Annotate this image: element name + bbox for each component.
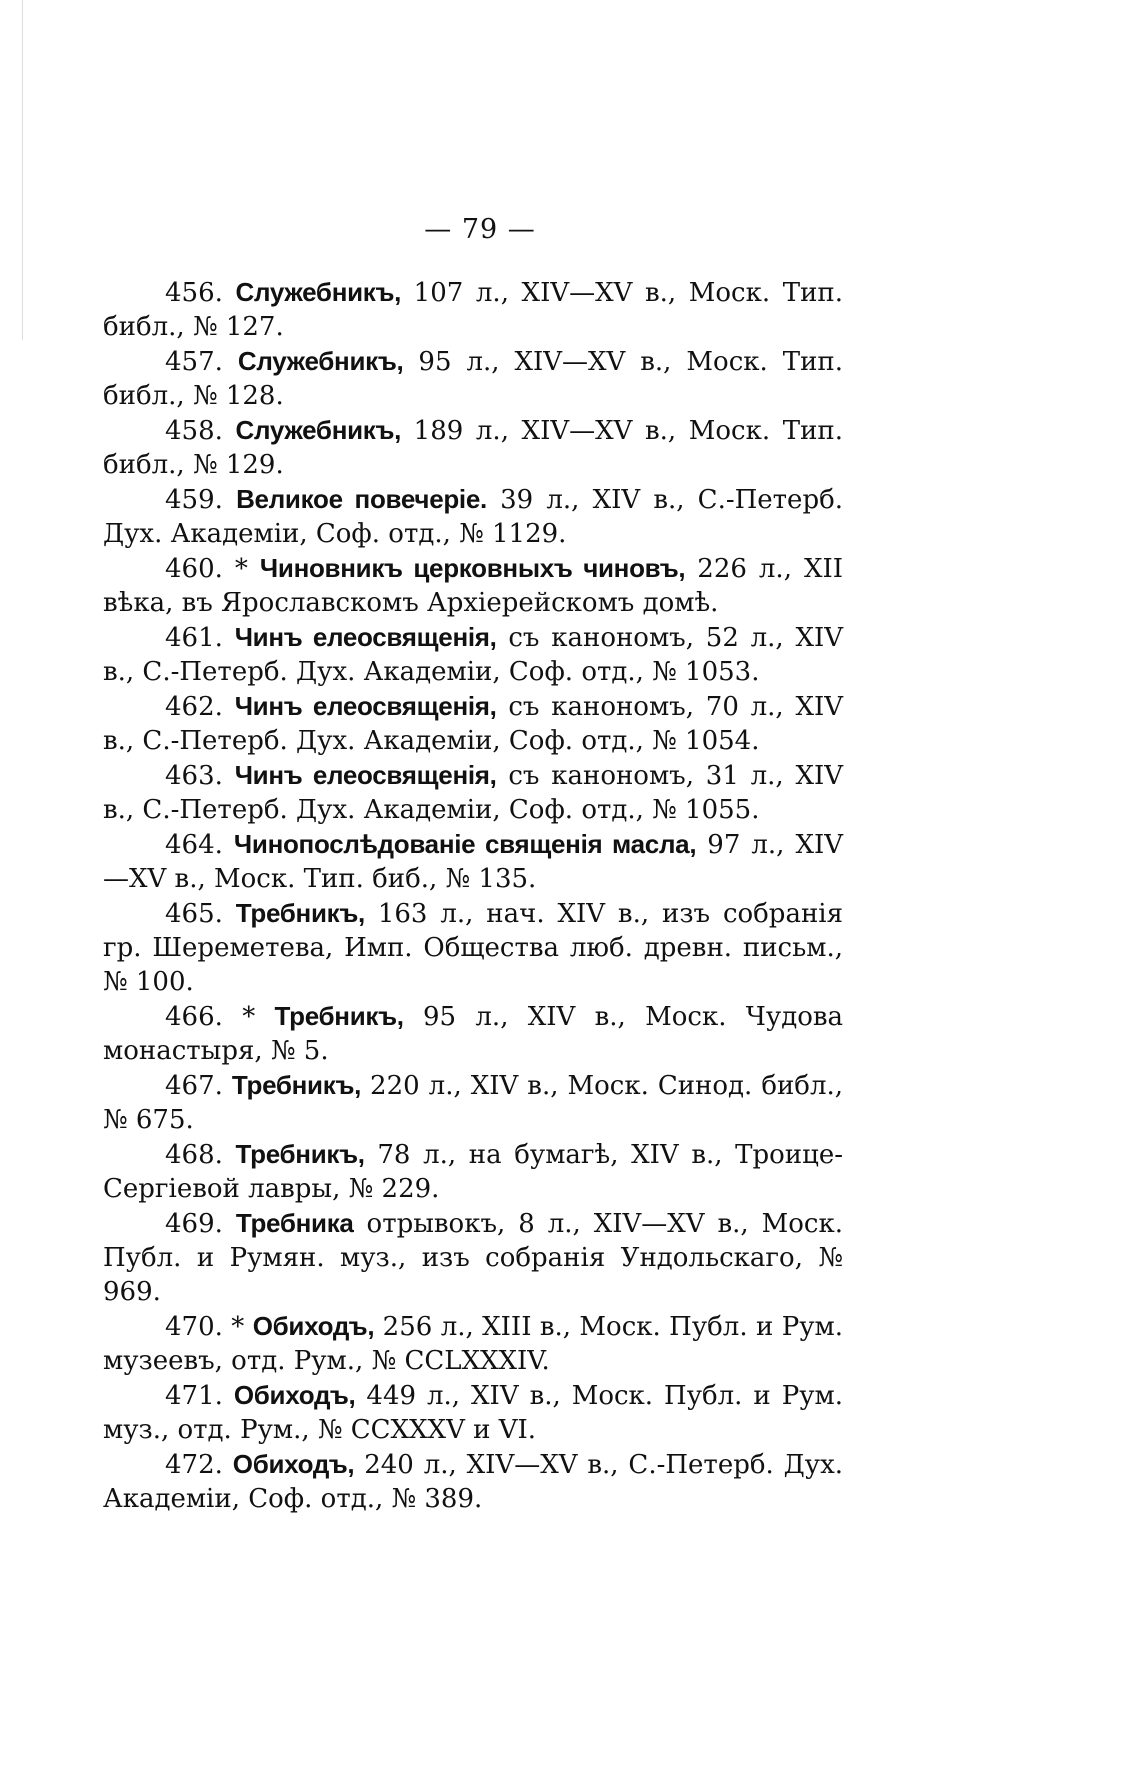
entry-466 (103, 999, 843, 1068)
entry-number: 464. (165, 830, 223, 860)
entry-description: 163 л., нач. XIV в., изъ собранія гр. Шереметева, Имп. Общества люб. древн. письм., № 100. (103, 899, 843, 997)
entry-description: 97 л., XIV—XV в., Моск. Тип. биб., № 135. (103, 830, 844, 894)
entry-469 (103, 1206, 843, 1309)
entry-description: 449 л., XIV в., Моск. Публ. и Рум. муз., отд. Рум., № CCXXXV и VI. (103, 1381, 843, 1445)
entry-number: 466. (165, 1002, 223, 1032)
entry-number: 465. (165, 899, 223, 929)
entry-title: Обиходъ, (252, 1311, 375, 1341)
entry-461 (103, 620, 843, 689)
entry-468 (103, 1137, 843, 1206)
entry-number: 456. (165, 278, 223, 308)
entry-465 (103, 896, 843, 999)
entry-title: Требника (235, 1208, 354, 1238)
entry-title: Чинъ елеосвященія, (234, 622, 497, 652)
entry-star: * (242, 1002, 275, 1032)
entry-list (103, 275, 843, 1516)
entry-title: Требникъ, (274, 1001, 404, 1031)
entry-title: Чинъ елеосвященія, (234, 691, 497, 721)
entry-description: 220 л., XIV в., Моск. Синод. библ., № 675. (103, 1071, 844, 1135)
page-number: — 79 — (424, 214, 536, 245)
entry-title: Великое повечеріе. (236, 484, 487, 514)
entry-title: Служебникъ, (235, 415, 402, 445)
entry-471 (103, 1378, 843, 1447)
page-edge-line (22, 0, 23, 340)
entry-460 (103, 551, 843, 620)
entry-description: 39 л., XIV в., С.-Петерб. Дух. Академіи, Соф. отд., № 1129. (103, 485, 844, 549)
entry-description: 256 л., XIII в., Моск. Публ. и Рум. музеевъ, отд. Рум., № CCLXXXIV. (103, 1312, 843, 1376)
entry-description: 78 л., на бумагѣ, XIV в., Троице-Сергіевой лавры, № 229. (103, 1140, 844, 1204)
entry-description: отрывокъ, 8 л., XIV—XV в., Моск. Публ. и Румян. муз., изъ собранія Ундольскаго, № 969. (103, 1209, 844, 1307)
entry-462 (103, 689, 843, 758)
entry-number: 467. (165, 1071, 223, 1101)
entry-title: Требникъ, (235, 1139, 365, 1169)
entry-description: 95 л., XIV—XV в., Моск. Тип. библ., № 128. (103, 347, 843, 411)
entry-title: Обиходъ, (233, 1380, 356, 1410)
entry-number: 468. (165, 1140, 223, 1170)
entry-467 (103, 1068, 843, 1137)
entry-472 (103, 1447, 843, 1516)
entry-number: 471. (165, 1381, 223, 1411)
entry-number: 459. (165, 485, 223, 515)
entry-number: 461. (165, 623, 223, 653)
entry-description: съ канономъ, 31 л., XIV в., С.-Петерб. Дух. Академіи, Соф. отд., № 1055. (103, 761, 844, 825)
entry-star: * (231, 1312, 253, 1342)
entry-title: Требникъ, (235, 898, 365, 928)
entry-number: 469. (165, 1209, 223, 1239)
entry-star: * (234, 554, 260, 584)
entry-title: Чиновникъ церковныхъ чиновъ, (259, 553, 686, 583)
entry-464 (103, 827, 843, 896)
entry-title: Служебникъ, (237, 346, 404, 376)
entry-463 (103, 758, 843, 827)
entry-description: 226 л., XII вѣка, въ Ярославскомъ Архіерейскомъ домѣ. (103, 554, 844, 618)
entry-description: 95 л., XIV в., Моск. Чудова монастыря, № 5. (103, 1002, 844, 1066)
entry-description: 107 л., XIV—XV в., Моск. Тип. библ., № 127. (103, 278, 843, 342)
entry-description: съ канономъ, 52 л., XIV в., С.-Петерб. Дух. Академіи, Соф. отд., № 1053. (103, 623, 844, 687)
entry-description: 189 л., XIV—XV в., Моск. Тип. библ., № 129. (103, 416, 843, 480)
entry-470 (103, 1309, 843, 1378)
entry-number: 460. (165, 554, 223, 584)
entry-number: 470. (165, 1312, 223, 1342)
entry-number: 457. (165, 347, 223, 377)
entry-number: 463. (165, 761, 223, 791)
entry-458 (103, 413, 843, 482)
entry-459 (103, 482, 843, 551)
entry-description: съ канономъ, 70 л., XIV в., С.-Петерб. Дух. Академіи, Соф. отд., № 1054. (103, 692, 844, 756)
entry-description: 240 л., XIV—XV в., С.-Петерб. Дух. Академіи, Соф. отд., № 389. (103, 1450, 844, 1514)
entry-number: 472. (165, 1450, 223, 1480)
entry-title: Обиходъ, (232, 1449, 355, 1479)
entry-title: Служебникъ, (235, 277, 402, 307)
entry-456 (103, 275, 843, 344)
entry-title: Чинопослѣдованіе священія масла, (233, 829, 697, 859)
entry-title: Чинъ елеосвященія, (234, 760, 497, 790)
entry-457 (103, 344, 843, 413)
entry-number: 458. (165, 416, 223, 446)
entry-number: 462. (165, 692, 223, 722)
entry-title: Требникъ, (231, 1070, 362, 1100)
